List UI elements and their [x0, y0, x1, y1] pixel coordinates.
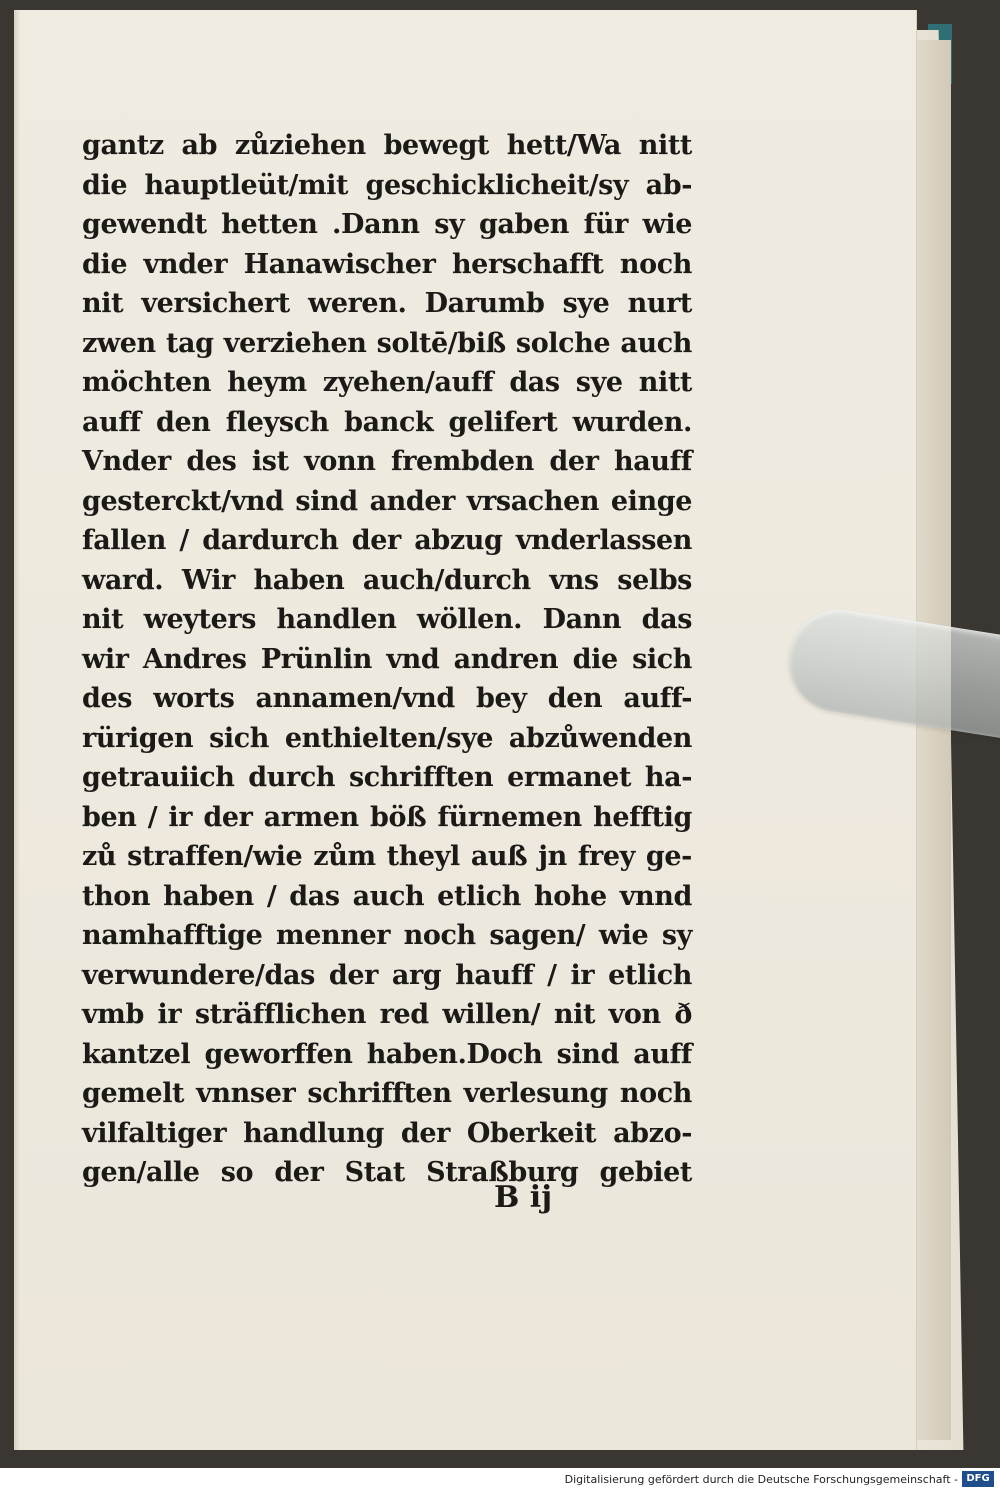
- text-line: ben / ir der armen böß fürnemen hefftig: [82, 801, 692, 833]
- text-line: fallen / dardurch der abzug vnderlassen: [82, 525, 692, 556]
- dfg-logo: DFG: [962, 1471, 994, 1487]
- footer-credit: Digitalisierung gefördert durch die Deutsche Forschungsgemeinschaft -: [564, 1473, 958, 1486]
- text-line: gesterckt/vnd sind ander vrsachen einge: [82, 485, 692, 517]
- text-line: getrauiich durch schrifften ermanet ha-: [82, 762, 692, 793]
- text-line: ward. Wir haben auch/durch vns selbs: [82, 564, 692, 596]
- text-line: vmb ir sträfflichen red willen/ nit von ð: [82, 999, 692, 1030]
- text-line: möchten heym zyehen/auff das sye nitt: [82, 367, 692, 398]
- text-line: die vnder Hanawischer herschafft noch: [82, 248, 692, 280]
- text-line: nit weyters handlen wöllen. Dann das: [82, 604, 692, 635]
- text-line: gantz ab zůziehen bewegt hett/Wa nitt: [82, 130, 692, 161]
- text-line: die hauptleüt/mit geschicklicheit/sy ab-: [82, 169, 692, 201]
- text-line: verwundere/das der arg hauff / ir etlich: [82, 959, 692, 991]
- text-line: des worts annamen/vnd bey den auff-: [82, 683, 692, 714]
- text-line: namhafftige menner noch sagen/ wie sy: [82, 920, 692, 951]
- text-line: rürigen sich enthielten/sye abzůwenden: [82, 722, 692, 754]
- text-line: wir Andres Prünlin vnd andren die sich: [82, 643, 692, 675]
- signature-mark: B ij: [494, 1180, 553, 1215]
- text-line: gen/alle so der Stat Straßburg gebiet: [82, 1157, 692, 1188]
- text-line: gewendt hetten .Dann sy gaben für wie: [82, 209, 692, 240]
- text-line: gemelt vnnser schrifften verlesung noch: [82, 1078, 692, 1109]
- text-line: zwen tag verziehen soltē/biß solche auch: [82, 327, 692, 359]
- text-line: auff den fleysch banck gelifert wurden.: [82, 406, 692, 438]
- text-line: vilfaltiger handlung der Oberkeit abzo-: [82, 1117, 692, 1149]
- text-line: thon haben / das auch etlich hohe vnnd: [82, 880, 692, 912]
- body-text: [82, 126, 692, 1193]
- text-line: zů straffen/wie zům theyl auß jn frey ge-: [82, 841, 692, 872]
- text-line: nit versichert weren. Darumb sye nurt: [82, 288, 692, 319]
- page-gutter-shadow: [14, 10, 20, 1450]
- text-line: Vnder des ist vonn frembden der hauff: [82, 446, 692, 477]
- text-line: kantzel geworffen haben.Doch sind auff: [82, 1038, 692, 1070]
